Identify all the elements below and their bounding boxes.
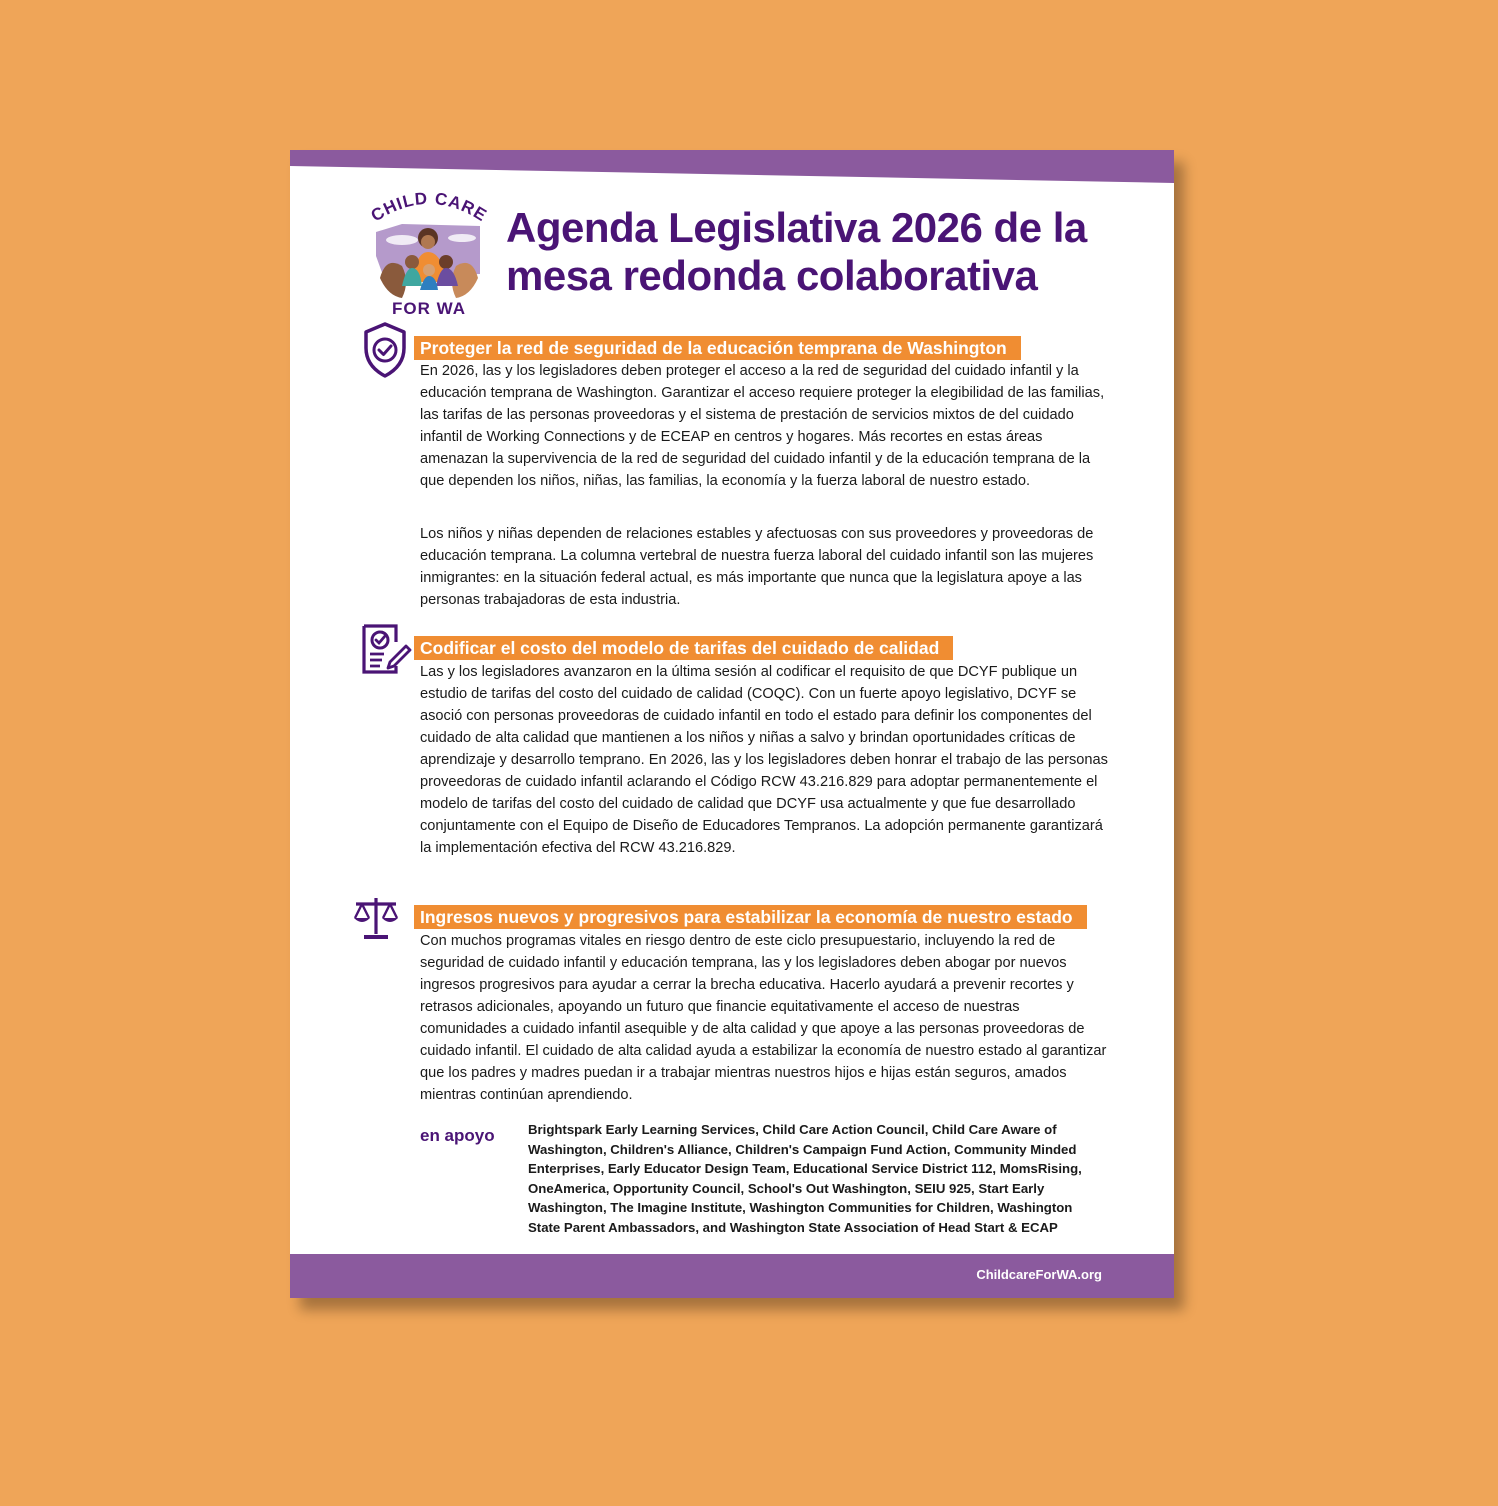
section-heading-safety-net: Proteger la red de seguridad de la educación temprana de Washington <box>414 336 1021 360</box>
bottom-band <box>290 1254 1174 1298</box>
top-band <box>290 150 1174 186</box>
logo-text-top: CHILD CARE <box>367 188 491 226</box>
shield-check-icon <box>360 320 410 380</box>
section-paragraph: Los niños y niñas dependen de relaciones estables y afectuosas con sus proveedores y proveedoras de educación temprana. La columna vertebral de nuestra fuerza laboral del cuidado infantil son las mujeres inmigrantes: en la situación federal actual, es más importante que nunca que la legislatura apoye a las personas trabajadoras de esta industria. <box>420 526 1094 608</box>
section-heading-cost-model: Codificar el costo del modelo de tarifas del cuidado de calidad <box>414 636 953 660</box>
footer-website-link[interactable]: ChildcareForWA.org <box>976 1267 1102 1282</box>
child-care-for-wa-logo <box>362 186 496 318</box>
section-paragraph: Las y los legisladores avanzaron en la última sesión al codificar el requisito de que DCYF publique un estudio de tarifas del costo del cuidado de calidad (COQC). Con un fuerte apoyo legislativo, DCYF se asoció con personas proveedoras de cuidado infantil en todo el estado para definir los componentes del cuidado de alta calidad que mantienen a los niños y niñas a salvo y brindan oportunidades críticas de aprendizaje y desarrollo temprano. En 2026, las y los legisladores deben honrar el trabajo de las personas proveedoras de cuidado infantil aclarando el Código RCW 43.216.829 para adoptar permanentemente el modelo de tarifas del costo del cuidado de calidad que DCYF usa actualmente y que fue desarrollado conjuntamente con el Equipo de Diseño de Educadores Tempranos. La adopción permanente garantizará la implementación efectiva del RCW 43.216.829. <box>420 664 1108 856</box>
section-paragraph: En 2026, las y los legisladores deben proteger el acceso a la red de seguridad del cuidado infantil y la educación temprana de Washington. Garantizar el acceso requiere proteger la elegibilidad de las familias, las tarifas de las personas proveedoras y el sistema de prestación de servicios mixtos de del cuidado infantil de Working Connections y de ECEAP en centros y hogares. Más recortes en estas áreas amenazan la supervivencia de la red de seguridad del cuidado infantil y de la educación temprana de la que dependen los niños, niñas, las familias, la economía y la fuerza laboral de nuestro estado. <box>420 363 1105 489</box>
balance-scale-icon <box>352 896 400 940</box>
section-paragraph: Con muchos programas vitales en riesgo dentro de este ciclo presupuestario, incluyendo la red de seguridad de cuidado infantil y educación temprana, las y los legisladores deben abogar por nuevos ingresos progresivos para ayudar a cerrar la brecha educativa. Hacerlo ayudará a prevenir recortes y retrasos adicionales, apoyando un futuro que financie equitativamente el acceso de nuestras comunidades a cuidado infantil asequible y de alta calidad y que apoye a las personas proveedoras de cuidado infantil. El cuidado de alta calidad ayuda a estabilizar la economía de nuestro estado al garantizar que los padres y madres puedan ir a trabajar mientras nuestros hijos e hijas están seguros, amados mientras continúan aprendiendo. <box>420 933 1107 1103</box>
document-checklist-icon <box>360 622 412 676</box>
flyer-page <box>290 150 1174 1298</box>
support-label: en apoyo <box>420 1126 495 1145</box>
supporting-organizations: Brightspark Early Learning Services, Child Care Action Council, Child Care Aware of Washington, Children's Alliance, Children's Campaign Fund Action, Community Minded Enterprises, Early Educator Design Team, Educational Service District 112, MomsRising, OneAmerica, Opportunity Council, School's Out Washington, SEIU 925, Start Early Washington, The Imagine Institute, Washington Communities for Children, Washington State Parent Ambassadors, and Washington State Association of Head Start & ECAP <box>528 1122 1082 1235</box>
page-title: Agenda Legislativa 2026 de la mesa redonda colaborativa <box>506 204 1087 299</box>
logo-text-bottom: FOR WA <box>392 299 466 318</box>
section-heading-revenue: Ingresos nuevos y progresivos para estabilizar la economía de nuestro estado <box>414 905 1087 929</box>
